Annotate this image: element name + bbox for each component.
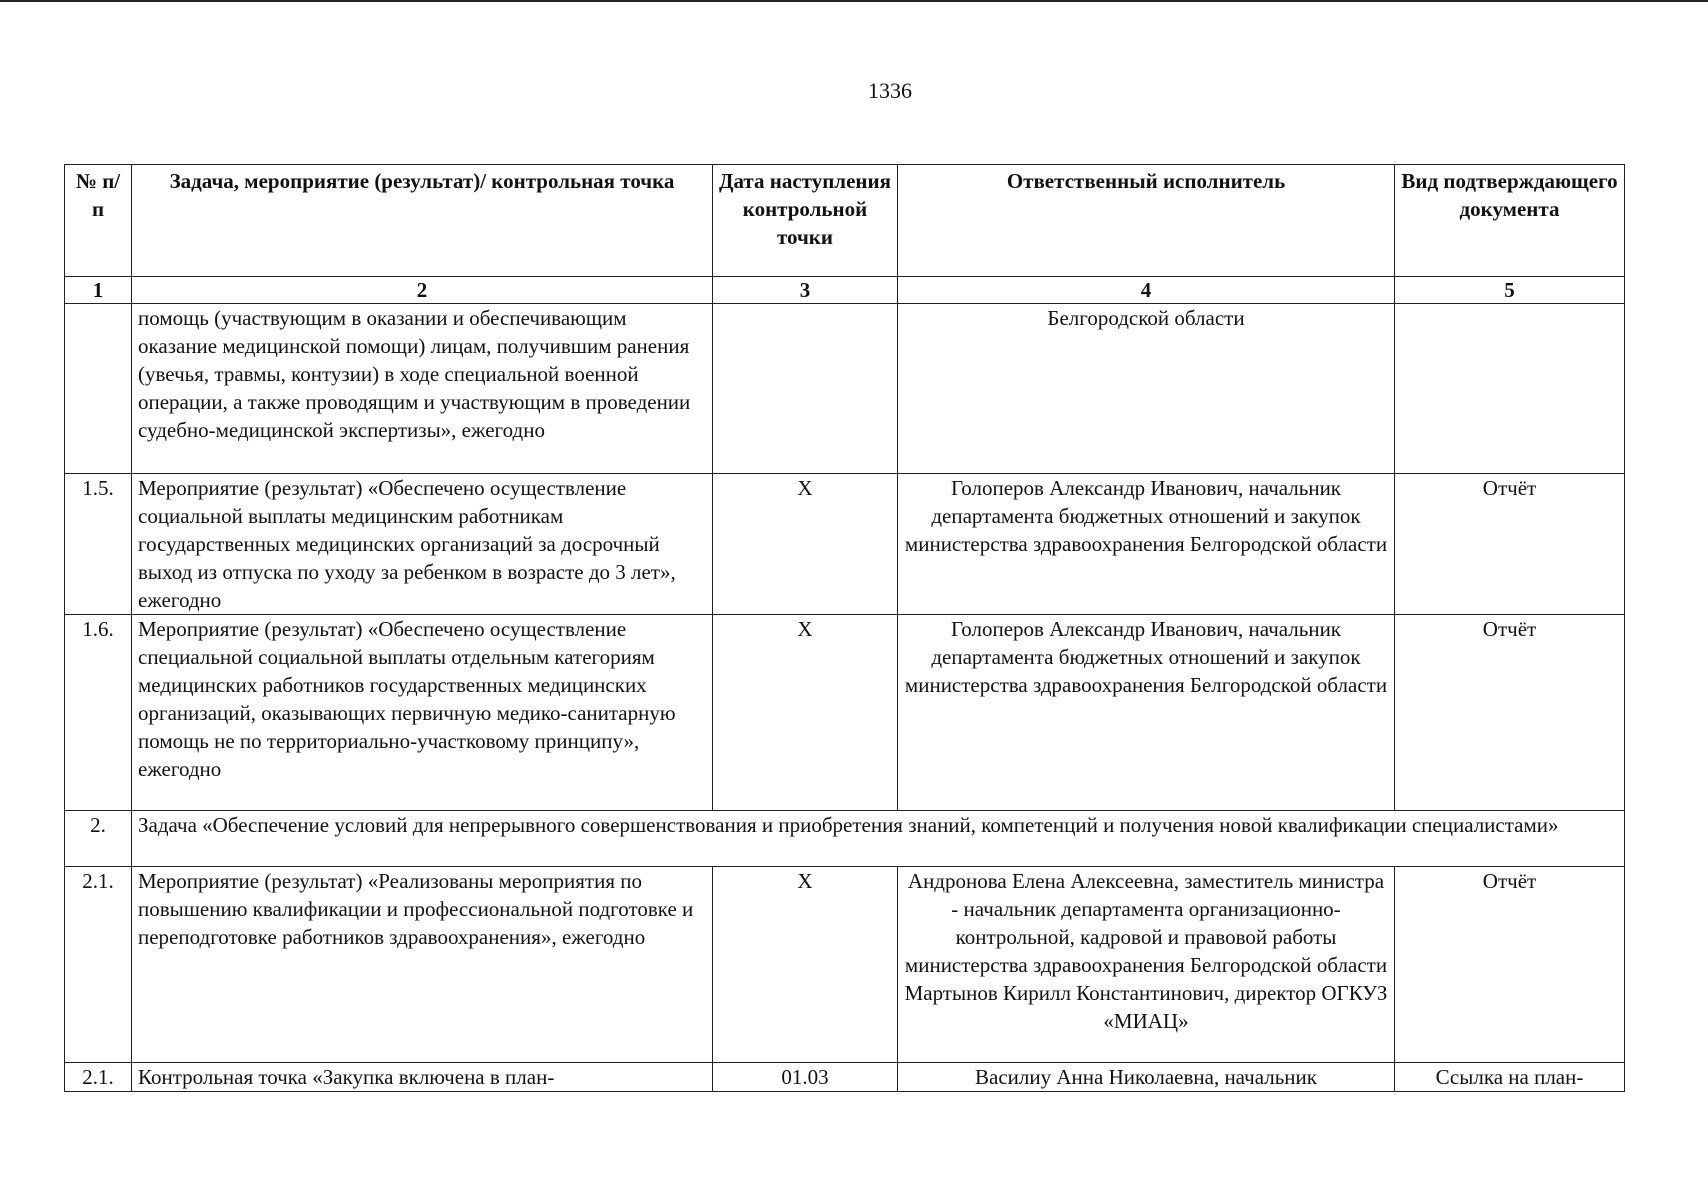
row-task: Задача «Обеспечение условий для непрерывного совершенствования и приобретения знаний, компетенций и получения новой квалификации специалистами» — [132, 811, 1625, 867]
row-executor: Андронова Елена Алексеевна, заместитель министра - начальник департамента организационно-контрольной, кадровой и правовой работы министерства здравоохранения Белгородской области Мартынов Кирилл Константинович, директор ОГКУЗ «МИАЦ» — [898, 867, 1395, 1063]
row-task: помощь (участвующим в оказании и обеспечивающим оказание медицинской помощи) лицам, получившим ранения (увечья, травмы, контузии) в ходе специальной военной операции, а также проводящим и участвующим в проведении судебно-медицинской экспертизы», ежегодно — [132, 304, 713, 474]
column-number: 3 — [713, 277, 898, 304]
row-task: Мероприятие (результат) «Реализованы мероприятия по повышению квалификации и профессиональной подготовке и переподготовке работников здравоохранения», ежегодно — [132, 867, 713, 1063]
column-number: 5 — [1395, 277, 1625, 304]
row-date: Х — [713, 615, 898, 811]
header-executor: Ответственный исполнитель — [898, 165, 1395, 277]
row-date: 01.03 — [713, 1063, 898, 1092]
row-number: 1.5. — [65, 474, 132, 615]
row-number: 1.6. — [65, 615, 132, 811]
row-document: Отчёт — [1395, 474, 1625, 615]
row-date — [713, 304, 898, 474]
row-number: 2.1. — [65, 867, 132, 1063]
row-document: Отчёт — [1395, 867, 1625, 1063]
table-row — [65, 474, 1625, 615]
table-row-task-section — [65, 811, 1625, 867]
table-row — [65, 867, 1625, 1063]
header-document: Вид подтверждающего документа — [1395, 165, 1625, 277]
row-task: Контрольная точка «Закупка включена в план- — [132, 1063, 713, 1092]
column-number: 1 — [65, 277, 132, 304]
row-document — [1395, 304, 1625, 474]
row-task: Мероприятие (результат) «Обеспечено осуществление социальной выплаты медицинским работникам государственных медицинских организаций за досрочный выход из отпуска по уходу за ребенком в возрасте до 3 лет», ежегодно — [132, 474, 713, 615]
row-document: Отчёт — [1395, 615, 1625, 811]
header-task: Задача, мероприятие (результат)/ контрольная точка — [132, 165, 713, 277]
page-number: 1336 — [868, 78, 912, 103]
column-number: 4 — [898, 277, 1395, 304]
row-number: 2. — [65, 811, 132, 867]
row-date: Х — [713, 867, 898, 1063]
row-number: 2.1. — [65, 1063, 132, 1092]
row-executor: Голоперов Александр Иванович, начальник департамента бюджетных отношений и закупок министерства здравоохранения Белгородской области — [898, 474, 1395, 615]
row-task: Мероприятие (результат) «Обеспечено осуществление специальной социальной выплаты отдельным категориям медицинских работников государственных медицинских организаций, оказывающих первичную медико-санитарную помощь не по территориально-участковому принципу», ежегодно — [132, 615, 713, 811]
row-date: Х — [713, 474, 898, 615]
table-row — [65, 615, 1625, 811]
header-date: Дата наступления контрольной точки — [713, 165, 898, 277]
header-number: № п/п — [65, 165, 132, 277]
row-number — [65, 304, 132, 474]
row-executor: Белгородской области — [898, 304, 1395, 474]
column-number-row — [65, 277, 1625, 304]
row-document: Ссылка на план- — [1395, 1063, 1625, 1092]
table-row — [65, 1063, 1625, 1092]
table-header-row — [65, 165, 1625, 277]
top-border-line — [0, 0, 1708, 2]
table-row — [65, 304, 1625, 474]
row-executor: Василиу Анна Николаевна, начальник — [898, 1063, 1395, 1092]
control-points-table — [64, 164, 1625, 1092]
column-number: 2 — [132, 277, 713, 304]
row-executor: Голоперов Александр Иванович, начальник департамента бюджетных отношений и закупок министерства здравоохранения Белгородской области — [898, 615, 1395, 811]
